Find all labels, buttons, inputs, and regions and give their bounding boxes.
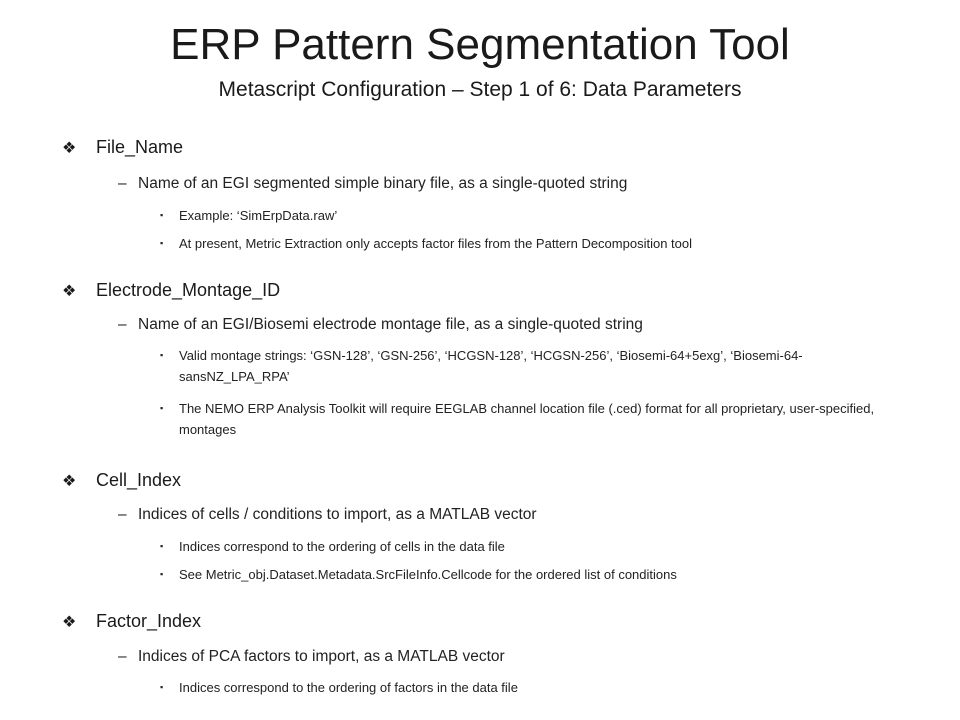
- note-text: Valid montage strings: ‘GSN-128’, ‘GSN-256’, ‘HCGSN-128’, ‘HCGSN-256’, ‘Biosemi-64+5exg’, ‘Biosemi-64-sansNZ_LPA_RPA’: [179, 348, 803, 384]
- square-bullet-icon: ▪: [160, 682, 164, 692]
- section-heading-factor-index: [62, 610, 201, 634]
- section-note: [160, 345, 900, 387]
- section-heading-label: Electrode_Montage_ID: [96, 280, 281, 300]
- section-note: [160, 398, 900, 440]
- note-text: Indices correspond to the ordering of cells in the data file: [179, 539, 505, 554]
- diamond-bullet-icon: ❖: [62, 283, 77, 300]
- square-bullet-icon: ▪: [160, 350, 164, 360]
- diamond-bullet-icon: ❖: [62, 614, 77, 631]
- square-bullet-icon: ▪: [160, 210, 164, 220]
- note-text: At present, Metric Extraction only accepts factor files from the Pattern Decomposition tool: [179, 236, 692, 251]
- diamond-bullet-icon: ❖: [62, 473, 77, 490]
- description-text: Indices of PCA factors to import, as a MATLAB vector: [138, 648, 505, 665]
- dash-bullet-icon: –: [118, 175, 127, 192]
- square-bullet-icon: ▪: [160, 238, 164, 248]
- square-bullet-icon: ▪: [160, 569, 164, 579]
- note-text: See Metric_obj.Dataset.Metadata.SrcFileInfo.Cellcode for the ordered list of conditions: [179, 567, 677, 582]
- section-description: [118, 315, 643, 335]
- section-heading-electrode-montage-id: [62, 279, 280, 303]
- section-note: [160, 677, 900, 698]
- section-description: [118, 505, 537, 525]
- dash-bullet-icon: –: [118, 316, 127, 333]
- dash-bullet-icon: –: [118, 506, 127, 523]
- section-description: [118, 174, 627, 194]
- section-heading-label: Factor_Index: [96, 611, 202, 631]
- slide-subtitle: Metascript Configuration – Step 1 of 6: Data Parameters: [218, 78, 742, 101]
- section-heading-label: File_Name: [96, 137, 184, 157]
- description-text: Indices of cells / conditions to import, as a MATLAB vector: [138, 506, 537, 523]
- diamond-bullet-icon: ❖: [62, 140, 77, 157]
- dash-bullet-icon: –: [118, 648, 127, 665]
- square-bullet-icon: ▪: [160, 541, 164, 551]
- slide-title: ERP Pattern Segmentation Tool: [170, 20, 790, 69]
- note-text: The NEMO ERP Analysis Toolkit will require EEGLAB channel location file (.ced) format for all proprietary, user-specified, montages: [179, 401, 875, 437]
- section-note: [160, 564, 900, 585]
- section-heading-file-name: [62, 136, 183, 160]
- square-bullet-icon: ▪: [160, 403, 164, 413]
- description-text: Name of an EGI/Biosemi electrode montage file, as a single-quoted string: [138, 316, 643, 333]
- note-text: Indices correspond to the ordering of factors in the data file: [179, 680, 518, 695]
- section-note: [160, 233, 900, 254]
- section-heading-cell-index: [62, 469, 181, 493]
- description-text: Name of an EGI segmented simple binary file, as a single-quoted string: [138, 175, 628, 192]
- section-description: [118, 647, 505, 667]
- section-note: [160, 536, 900, 557]
- note-text: Example: ‘SimErpData.raw’: [179, 208, 338, 223]
- section-note: [160, 205, 900, 226]
- section-heading-label: Cell_Index: [96, 470, 182, 490]
